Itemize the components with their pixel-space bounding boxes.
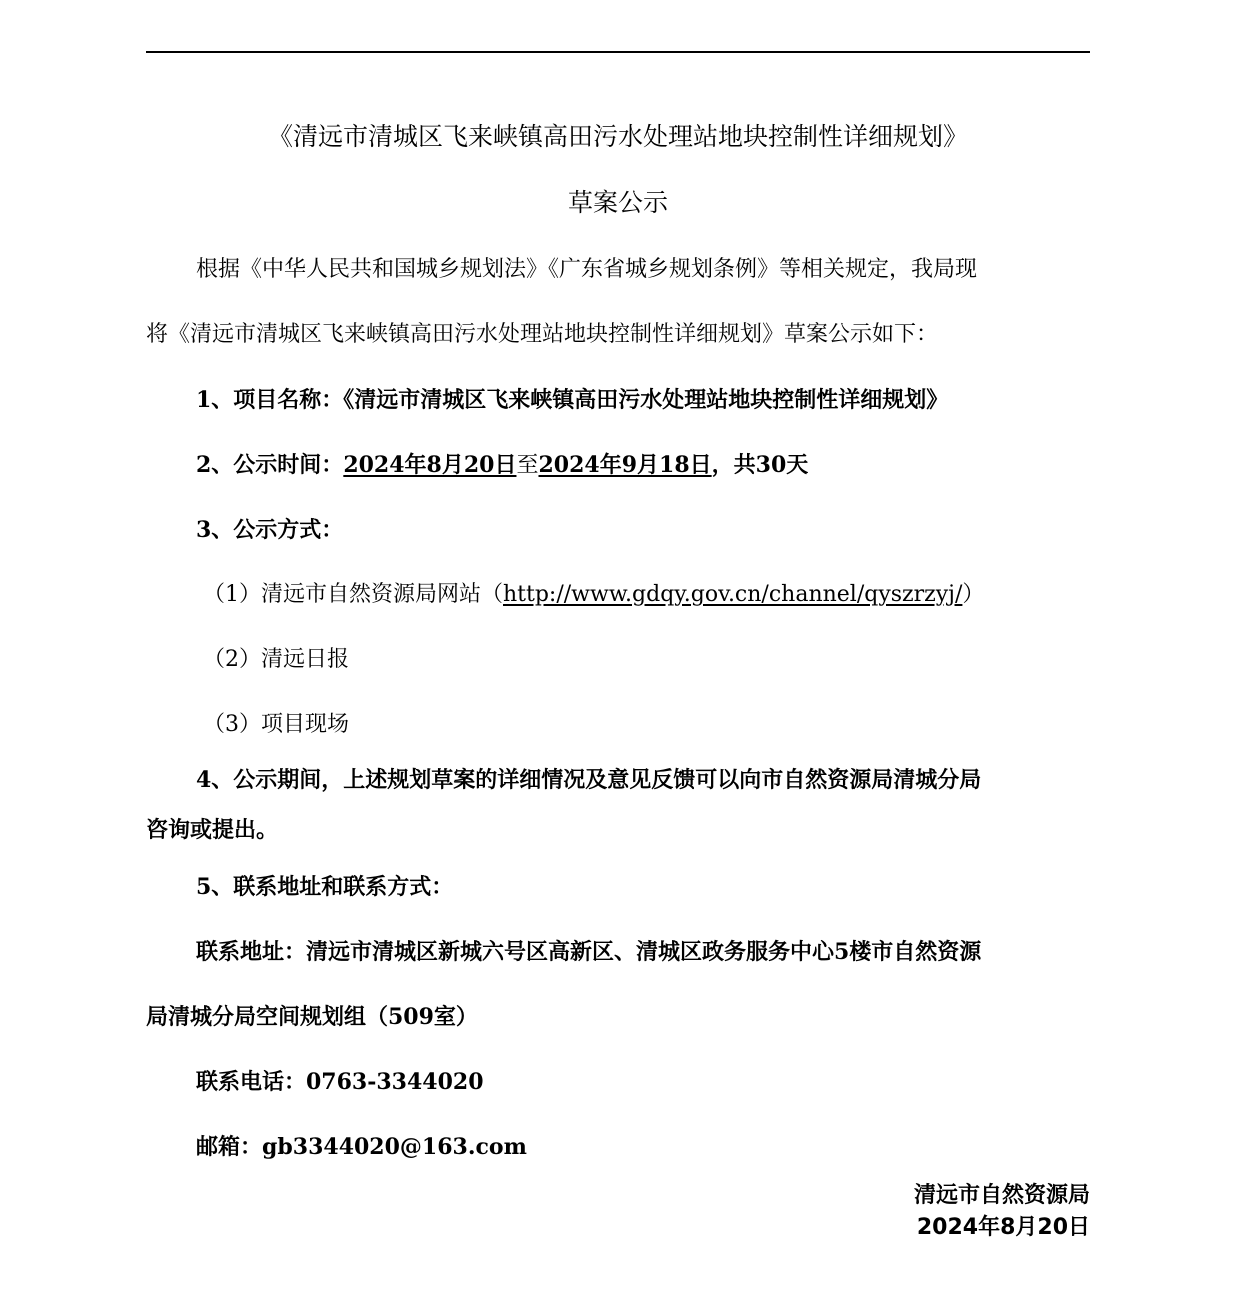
item-publicity-period (146, 450, 1090, 481)
publicity-to: 至 (516, 453, 539, 478)
signature-organization: 清远市自然资源局 (913, 1183, 1090, 1208)
header-rule (146, 51, 1090, 53)
contact-address-line1: 联系地址：清远市清城区新城六号区高新区、清城区政务服务中心5楼市自然资源 (196, 939, 982, 965)
contact-phone: 联系电话：0763-3344020 (196, 1069, 484, 1095)
signature-date: 2024年8月20日 (916, 1215, 1090, 1240)
item-feedback-line2: 咨询或提出。 (146, 817, 279, 843)
contact-address-line2: 局清城分局空间规划组（509室） (146, 1004, 478, 1030)
publicity-start-date: 2024年8月20日 (343, 452, 517, 478)
intro-paragraph-line1: 根据《中华人民共和国城乡规划法》《广东省城乡规划条例》等相关规定，我局现 (196, 257, 978, 282)
publicity-duration: ，共30天 (711, 452, 809, 478)
item-contact: 5、联系地址和联系方式： (196, 874, 454, 900)
website-link[interactable]: http://www.gdqy.gov.cn/channel/qyszrzyj/ (503, 582, 963, 607)
document-title: 《清远市清城区飞来峡镇高田污水处理站地块控制性详细规划》 (267, 122, 968, 151)
method-site: （3）项目现场 (203, 712, 349, 737)
method-newspaper: （2）清远日报 (203, 647, 349, 672)
method-website (146, 580, 1090, 610)
document-subtitle: 草案公示 (567, 188, 668, 217)
method-website-close: ） (962, 582, 985, 607)
item-project-name: 1、项目名称：《清远市清城区飞来峡镇高田污水处理站地块控制性详细规划》 (196, 387, 949, 413)
intro-paragraph-line2: 将《清远市清城区飞来峡镇高田污水处理站地块控制性详细规划》草案公示如下： (146, 322, 939, 347)
item-feedback-line1: 4、公示期间，上述规划草案的详细情况及意见反馈可以向市自然资源局清城分局 (196, 767, 982, 793)
method-website-label: （1）清远市自然资源局网站（ (203, 582, 503, 607)
item-publicity-method: 3、公示方式： (196, 517, 344, 543)
contact-email: 邮箱：gb3344020@163.com (196, 1134, 527, 1160)
publicity-end-date: 2024年9月18日 (538, 452, 712, 478)
publicity-period-label: 2、公示时间： (196, 452, 344, 478)
